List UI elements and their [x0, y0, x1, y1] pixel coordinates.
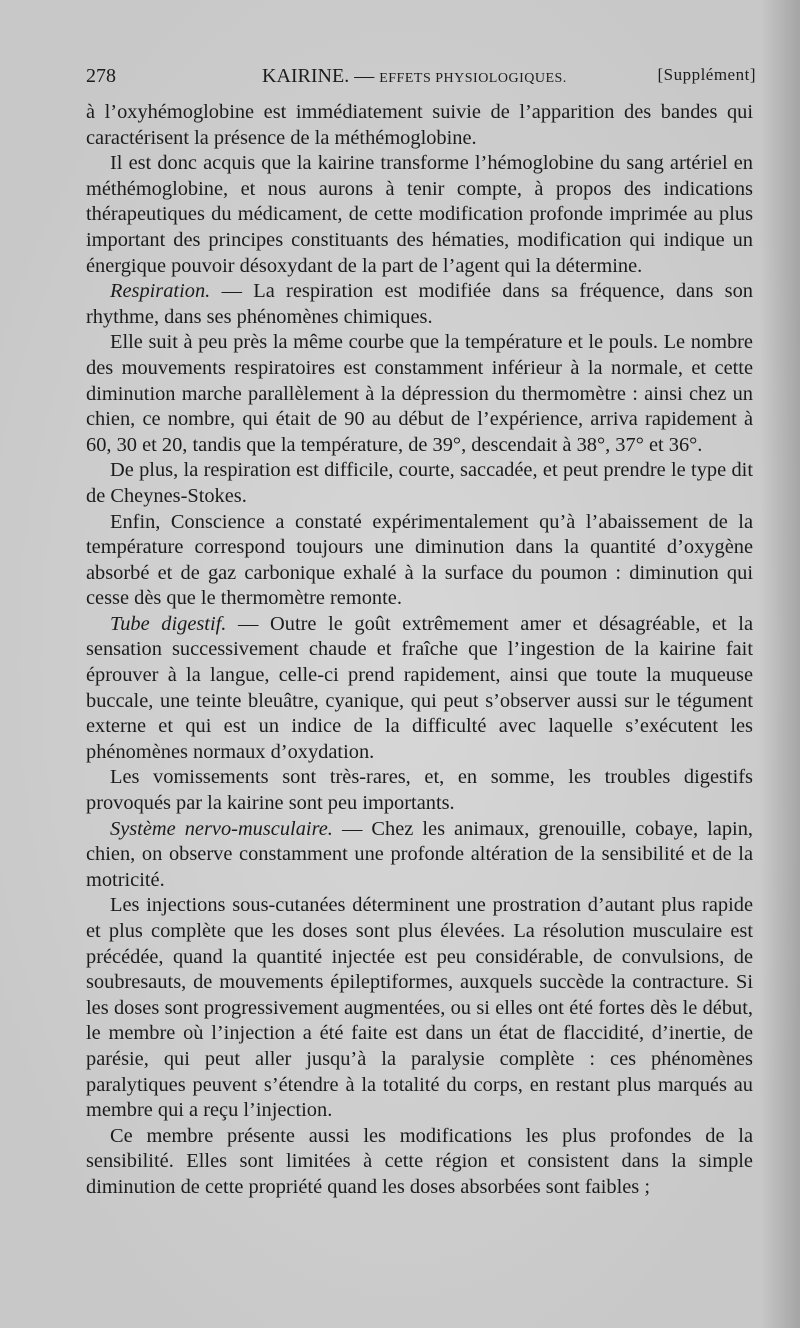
paragraph-2-text: Il est donc acquis que la kairine transforme l’hémoglobine du sang artériel en méthémoglobine, et nous aurons à tenir compte, à propos des indications thérapeutiques du médicament, de cette modification profonde imprimée au plus important des principes constituants des hématies, modification qui indique un énergique pouvoir désoxydant de la part de l’agent qui la détermine.	[86, 152, 753, 277]
page-edge-shadow	[760, 0, 800, 1328]
paragraph-respiration	[86, 279, 753, 330]
paragraph-tube-digestif	[86, 612, 753, 766]
paragraph-systeme-nervo-musculaire	[86, 817, 753, 894]
paragraph-systeme-text: — Chez les animaux, grenouille, cobaye, lapin, chien, on observe constamment une profonde altération de la sensibilité et de la motricité.	[86, 817, 753, 891]
paragraph-8-text: Les vomissements sont très-rares, et, en somme, les troubles digestifs provoqués par la kairine sont peu importants.	[86, 766, 753, 815]
paragraph-1	[86, 100, 753, 151]
running-title	[262, 65, 567, 88]
paragraph-8	[86, 765, 753, 816]
paragraph-5	[86, 458, 753, 509]
paragraph-tube-digestif-text: — Outre le goût extrêmement amer et désagréable, et la sensation successivement chaude et fraîche que l’ingestion de la kairine fait éprouver à la langue, celle-ci prend rapidement, ainsi que toute la muqueuse buccale, une teinte bleuâtre, cyanique, qui peut s’observer aussi sur le tégument externe et qui est un indice de la difficulté avec laquelle s’exécutent les phénomènes normaux d’oxydation.	[86, 612, 753, 763]
paragraph-10	[86, 893, 753, 1123]
paragraph-4-text: Elle suit à peu près la même courbe que la température et le pouls. Le nombre des mouvements respiratoires est constamment inférieur à la normale, et cette diminution marche parallèlement à la dépression du thermomètre : ainsi chez un chien, ce nombre, qui était de 90 au début de l’expérience, arriva rapidement à 60, 30 et 20, tandis que la température, de 39°, descendait à 38°, 37° et 36°.	[86, 331, 753, 456]
heading-respiration: Respiration.	[110, 280, 211, 303]
paragraph-1-text: à l’oxyhémoglobine est immédiatement suivie de l’apparition des bandes qui caractérisent la présence de la méthémoglobine.	[86, 101, 753, 149]
paragraph-2	[86, 151, 753, 279]
paragraph-10-text: Les injections sous-cutanées déterminent une prostration d’autant plus rapide et plus complète que les doses sont plus élevées. La résolution musculaire est précédée, quand la quantité injectée est peu considérable, de convulsions, de soubresauts, de mouvements épileptiformes, auxquels succède la contracture. Si les doses sont progressivement augmentées, ou si elles ont été fortes dès le début, le membre où l’injection a été faite est dans un état de flaccidité, d’inertie, de parésie, qui peut aller jusqu’à la paralysie complète : ces phénomènes paralytiques peuvent s’étendre à la totalité du corps, en restant plus marqués au membre qui a reçu l’injection.	[86, 894, 753, 1122]
body-text	[86, 100, 753, 1201]
heading-tube-digestif: Tube digestif.	[110, 612, 227, 635]
heading-systeme-nervo-musculaire: Système nervo-musculaire.	[110, 817, 333, 840]
section-label: [Supplément]	[657, 65, 756, 84]
paragraph-11	[86, 1124, 753, 1201]
paragraph-6	[86, 510, 753, 612]
page-number: 278	[86, 65, 116, 87]
paragraph-4	[86, 330, 753, 458]
running-title-sub: EFFETS PHYSIOLOGIQUES.	[379, 71, 567, 86]
paragraph-5-text: De plus, la respiration est difficile, courte, saccadée, et peut prendre le type dit de Cheynes-Stokes.	[86, 459, 753, 507]
paragraph-6-text: Enfin, Conscience a constaté expérimentalement qu’à l’abaissement de la température correspond toujours une diminution dans la quantité d’oxygène absorbé et de gaz carbonique exhalé à la surface du poumon : diminution qui cesse dès que le thermomètre remonte.	[86, 510, 753, 610]
page-header	[86, 62, 756, 94]
paragraph-11-text: Ce membre présente aussi les modifications les plus profondes de la sensibilité. Elles sont limitées à cette région et consistent dans la simple diminution de cette propriété quand les doses absorbées sont faibles ;	[86, 1124, 753, 1198]
paragraph-respiration-text: — La respiration est modifiée dans sa fréquence, dans son rhythme, dans ses phénomènes chimiques.	[86, 280, 753, 328]
running-title-main: KAIRINE. —	[262, 65, 375, 87]
